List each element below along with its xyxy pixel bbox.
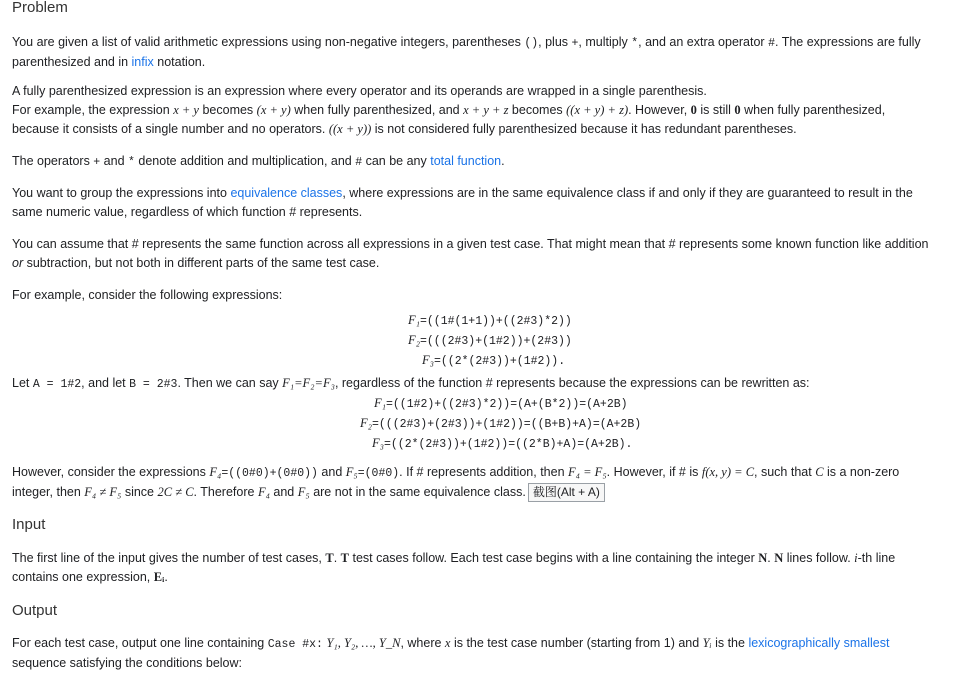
text: For example, the expression: [12, 103, 174, 117]
text: are not in the same equivalence class.: [309, 485, 526, 499]
text: You are given a list of valid arithmetic expressions using non-negative integers, parentheses: [12, 35, 525, 49]
text: is still: [696, 103, 735, 117]
label: F₃: [372, 436, 384, 450]
math: C: [815, 465, 824, 479]
expression-f3: [408, 351, 572, 371]
math: F₄: [257, 485, 270, 499]
text: .: [501, 154, 505, 168]
math: F₅: [345, 465, 358, 479]
text: , and let: [81, 376, 130, 390]
text: and: [100, 154, 129, 168]
text: same numeric value, regardless of which function # represents.: [12, 205, 363, 219]
text: Let: [12, 376, 33, 390]
math: x + y + z: [463, 103, 509, 117]
math: 0: [690, 103, 697, 117]
math: ((x + y)): [328, 122, 372, 136]
code: =((2*(2#3))+(1#2)).: [433, 355, 566, 368]
math: F₄ = F₅: [568, 465, 607, 479]
text: .: [333, 551, 341, 565]
text: is the test case number (starting from 1) and: [450, 636, 703, 650]
text: A fully parenthesized expression is an expression where every operator and its operands are wrapped in a single parenthesis.: [12, 84, 707, 98]
math: Eᵢ: [153, 570, 165, 584]
text: becomes: [198, 103, 257, 117]
math: x + y: [173, 103, 199, 117]
expression-f2: [408, 331, 572, 351]
math: (x + y): [256, 103, 291, 117]
text: , where expressions are in the same equivalence class if and only if they are guaranteed to result in the: [342, 186, 913, 200]
link-infix[interactable]: infix: [131, 55, 154, 69]
text: , and an extra operator: [638, 35, 769, 49]
text: For each test case, output one line containing: [12, 636, 268, 650]
text: . However,: [628, 103, 691, 117]
example-expressions: [408, 311, 572, 371]
text: . If # represents addition, then: [399, 465, 569, 479]
text: , where: [400, 636, 445, 650]
label: F₃: [422, 353, 434, 367]
math: F₅: [297, 485, 310, 499]
code: #: [768, 37, 775, 50]
text: is not considered fully parenthesized because it has redundant parentheses.: [371, 122, 797, 136]
code: A = 1#2: [32, 378, 82, 391]
text: . Therefore: [193, 485, 258, 499]
rewritten-expressions: [360, 394, 641, 454]
math: f(x, y) = C: [701, 465, 755, 479]
text: and: [269, 485, 298, 499]
link-equivalence-classes[interactable]: equivalence classes: [230, 186, 343, 200]
text: You want to group the expressions into: [12, 186, 231, 200]
code: =(((2#3)+(1#2))+(2#3)): [419, 335, 572, 348]
text: parenthesized and in: [12, 55, 132, 69]
paragraph-equivalence: [12, 184, 962, 222]
math: i: [854, 551, 858, 565]
screenshot-tooltip: 截图(Alt + A): [528, 483, 605, 502]
code: +: [571, 37, 579, 50]
math: 2C ≠ C: [157, 485, 194, 499]
label: F₂: [360, 416, 372, 430]
text: because it consists of a single number and no operators.: [12, 122, 329, 136]
code: Case #x:: [267, 638, 323, 651]
paragraph-let-a-b: [12, 374, 962, 394]
paragraph-input: [12, 549, 962, 587]
text: when fully parenthesized, and: [290, 103, 464, 117]
paragraph-fully-parenthesized: [12, 82, 962, 139]
text: when fully parenthesized,: [740, 103, 886, 117]
math: F₄ ≠ F₅: [84, 485, 122, 499]
text: subtraction, but not both in different parts of the same test case.: [23, 256, 380, 270]
math: F₄: [209, 465, 222, 479]
text: .: [164, 570, 168, 584]
rewrite-f2: [360, 414, 641, 434]
math: Yᵢ: [702, 636, 712, 650]
math: 0: [734, 103, 741, 117]
math: N: [774, 551, 784, 565]
code: =((2*(2#3))+(1#2))=((2*B)+A)=(A+2B).: [383, 438, 633, 451]
section-title-output: Output: [12, 602, 58, 619]
code: *: [631, 37, 639, 50]
math: Y₁, Y₂, …, Y_N: [326, 636, 401, 650]
math: x: [444, 636, 451, 650]
expression-f1: [408, 311, 572, 331]
section-title-input: Input: [12, 516, 46, 533]
text: becomes: [508, 103, 567, 117]
rewrite-f1: [360, 394, 641, 414]
text: . However, if # is: [606, 465, 702, 479]
text: contains one expression,: [12, 570, 154, 584]
text: or: [12, 256, 24, 270]
text: The first line of the input gives the number of test cases,: [12, 551, 326, 565]
text: The operators: [12, 154, 94, 168]
text: .: [767, 551, 775, 565]
paragraph-operators: [12, 152, 962, 172]
label: F₁: [408, 313, 420, 327]
text: can be any: [362, 154, 431, 168]
math: ((x + y) + z): [566, 103, 629, 117]
text: , multiply: [578, 35, 632, 49]
text: , plus: [538, 35, 572, 49]
label: F₂: [408, 333, 420, 347]
code: =((1#(1+1))+((2#3)*2)): [419, 315, 572, 328]
paragraph-counterexample: [12, 463, 962, 502]
text: , such that: [754, 465, 816, 479]
link-lexicographically-smallest[interactable]: lexicographically smallest: [748, 636, 890, 650]
code: *: [128, 156, 135, 169]
text: is the: [711, 636, 749, 650]
paragraph-intro: [12, 33, 962, 72]
text: is a non-zero: [823, 465, 900, 479]
text: You can assume that # represents the same function across all expressions in a given test case. That might mean that # represents some known function like addition: [12, 237, 929, 251]
code: (): [524, 37, 539, 50]
math: T: [325, 551, 334, 565]
code: #: [355, 156, 363, 169]
code: +: [93, 156, 101, 169]
paragraph-output: [12, 634, 962, 673]
paragraph-example-intro: For example, consider the following expressions:: [12, 288, 283, 302]
text: lines follow.: [783, 551, 855, 565]
math: T: [340, 551, 349, 565]
text: However, consider the expressions: [12, 465, 210, 479]
code: =(0#0): [357, 467, 400, 480]
text: denote addition and multiplication, and: [134, 154, 356, 168]
paragraph-same-function: [12, 235, 968, 273]
text: sequence satisfying the conditions below:: [12, 656, 243, 670]
text: . The expressions are fully: [774, 35, 921, 49]
text: integer, then: [12, 485, 85, 499]
text: , regardless of the function # represents because the expressions can be rewritten as:: [334, 376, 810, 390]
math: N: [758, 551, 768, 565]
label: F₁: [374, 396, 386, 410]
text: test cases follow. Each test case begins with a line containing the integer: [349, 551, 759, 565]
text: since: [121, 485, 158, 499]
text: . Then we can say: [177, 376, 283, 390]
code: B = 2#3: [129, 378, 178, 391]
math: F₁=F₂=F₃: [282, 376, 335, 390]
rewrite-f3: [360, 434, 641, 454]
text: -th line: [857, 551, 896, 565]
section-title-problem: Problem: [12, 0, 68, 16]
text: and: [317, 465, 346, 479]
link-total-function[interactable]: total function: [430, 154, 502, 168]
code: =(((2#3)+(2#3))+(1#2))=((B+B)+A)=(A+2B): [371, 418, 642, 431]
code: =((0#0)+(0#0)): [221, 467, 318, 480]
text: notation.: [153, 55, 206, 69]
code: =((1#2)+((2#3)*2))=(A+(B*2))=(A+2B): [385, 398, 628, 411]
